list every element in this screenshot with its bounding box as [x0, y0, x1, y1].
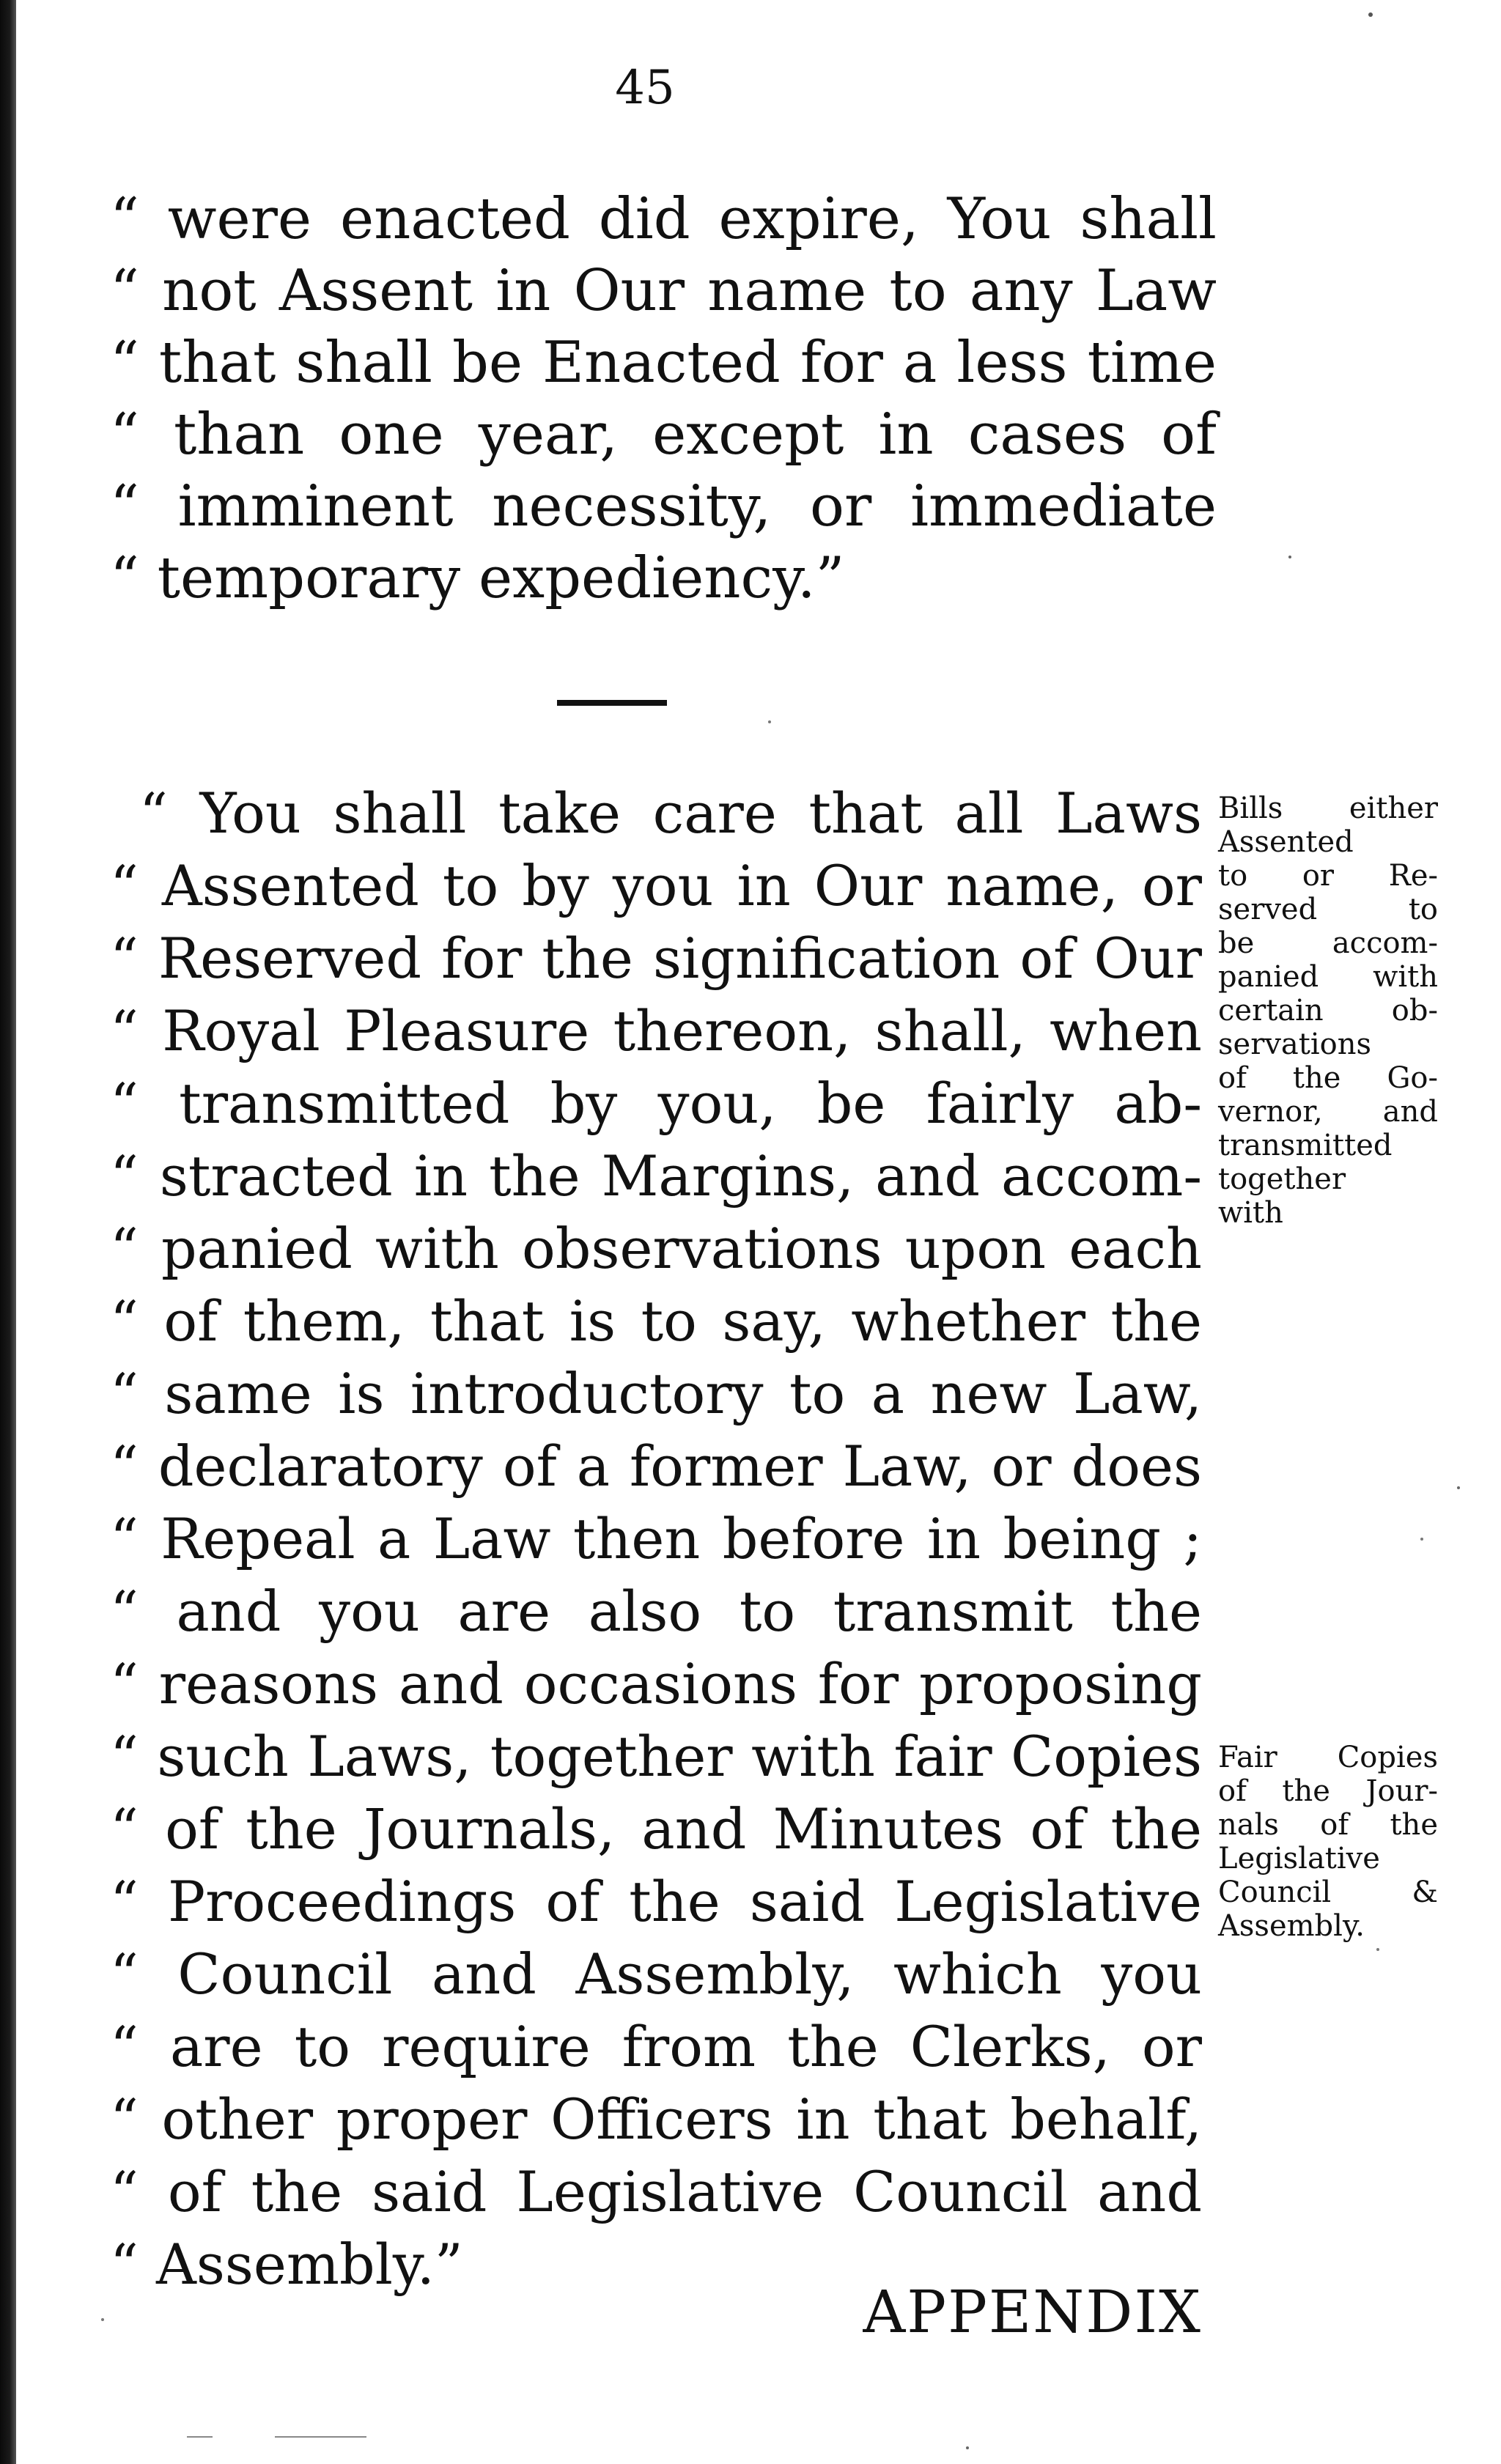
quote-two-line: “ transmitted by you, be fairly ab- [110, 1071, 1202, 1136]
quote-two-line: “ Assented to by you in Our name, or [110, 853, 1202, 918]
margin-note-copies [1218, 1741, 1438, 1943]
quote-one-line: “ not Assent in Our name to any Law [110, 258, 1217, 324]
margin-note-line: be accom- [1218, 926, 1438, 960]
quote-two-line: “ of the said Legislative Council and [110, 2159, 1202, 2224]
quote-two-line: “ are to require from the Clerks, or [110, 2014, 1202, 2079]
quote-two-line: “ stracted in the Margins, and accom- [110, 1143, 1202, 1209]
quote-two-line: “ and you are also to transmit the [110, 1579, 1202, 1644]
quote-one-line: “ imminent necessity, or immediate [110, 473, 1217, 539]
margin-note-line: with [1218, 1196, 1283, 1230]
quote-two-line: “ Council and Assembly, which you [110, 1941, 1202, 2007]
quote-two-line: “ You shall take care that all Laws [139, 781, 1202, 846]
margin-note-line: transmitted [1218, 1129, 1393, 1162]
quote-two-line: “ same is introductory to a new Law, [110, 1361, 1202, 1426]
quote-one-line: “ were enacted did expire, You shall [110, 186, 1217, 252]
quote-two-line: “ Repeal a Law then before in being ; [110, 1506, 1202, 1571]
margin-note-line: servations [1218, 1028, 1372, 1061]
quote-two-line: “ panied with observations upon each [110, 1216, 1202, 1281]
quote-one [110, 183, 1217, 614]
quote-one-line: “ temporary expediency.” [110, 545, 845, 611]
quote-two-line: “ of them, that is to say, whether the [110, 1288, 1202, 1354]
quote-two-line: “ Reserved for the signification of Our [110, 926, 1202, 991]
margin-note-line: together [1218, 1162, 1346, 1196]
margin-note-line: served to [1218, 893, 1438, 926]
margin-note-line: panied with [1218, 960, 1438, 994]
quote-two-line: “ of the Journals, and Minutes of the [110, 1796, 1202, 1862]
margin-note-line: Assembly. [1218, 1909, 1365, 1943]
quote-two-line: “ Royal Pleasure thereon, shall, when [110, 998, 1202, 1063]
margin-note-line: of the Jour- [1218, 1774, 1438, 1808]
quote-two-line: “ declaratory of a former Law, or does [110, 1434, 1202, 1499]
margin-note-line: vernor, and [1218, 1095, 1438, 1129]
catchword: APPENDIX [863, 2278, 1202, 2346]
margin-note-line: of the Go- [1218, 1061, 1438, 1095]
quote-one-line: “ than one year, except in cases of [110, 402, 1217, 468]
quote-two-line: “ Assembly.” [110, 2232, 463, 2297]
quote-two-line: “ reasons and occasions for proposing [110, 1651, 1202, 1716]
margin-note-bills [1218, 792, 1438, 1230]
quote-two-line: “ Proceedings of the said Legislative [110, 1869, 1202, 1934]
margin-note-line: certain ob- [1218, 994, 1438, 1028]
margin-note-line: to or Re- [1218, 859, 1438, 893]
section-divider-rule [557, 700, 667, 706]
page-number: 45 [615, 61, 675, 115]
quote-one-line: “ that shall be Enacted for a less time [110, 330, 1217, 396]
quote-two-line: “ other proper Officers in that behalf, [110, 2087, 1202, 2152]
margin-note-line: Council & [1218, 1875, 1438, 1909]
quote-two [110, 777, 1202, 2301]
quote-two-line: “ such Laws, together with fair Copies [110, 1724, 1202, 1789]
margin-note-line: Legislative [1218, 1842, 1380, 1875]
binding-edge [0, 0, 16, 2464]
margin-note-line: Assented [1218, 825, 1354, 859]
margin-note-line: Fair Copies [1218, 1741, 1438, 1774]
margin-note-line: nals of the [1218, 1808, 1438, 1842]
margin-note-line: Bills either [1218, 792, 1438, 825]
